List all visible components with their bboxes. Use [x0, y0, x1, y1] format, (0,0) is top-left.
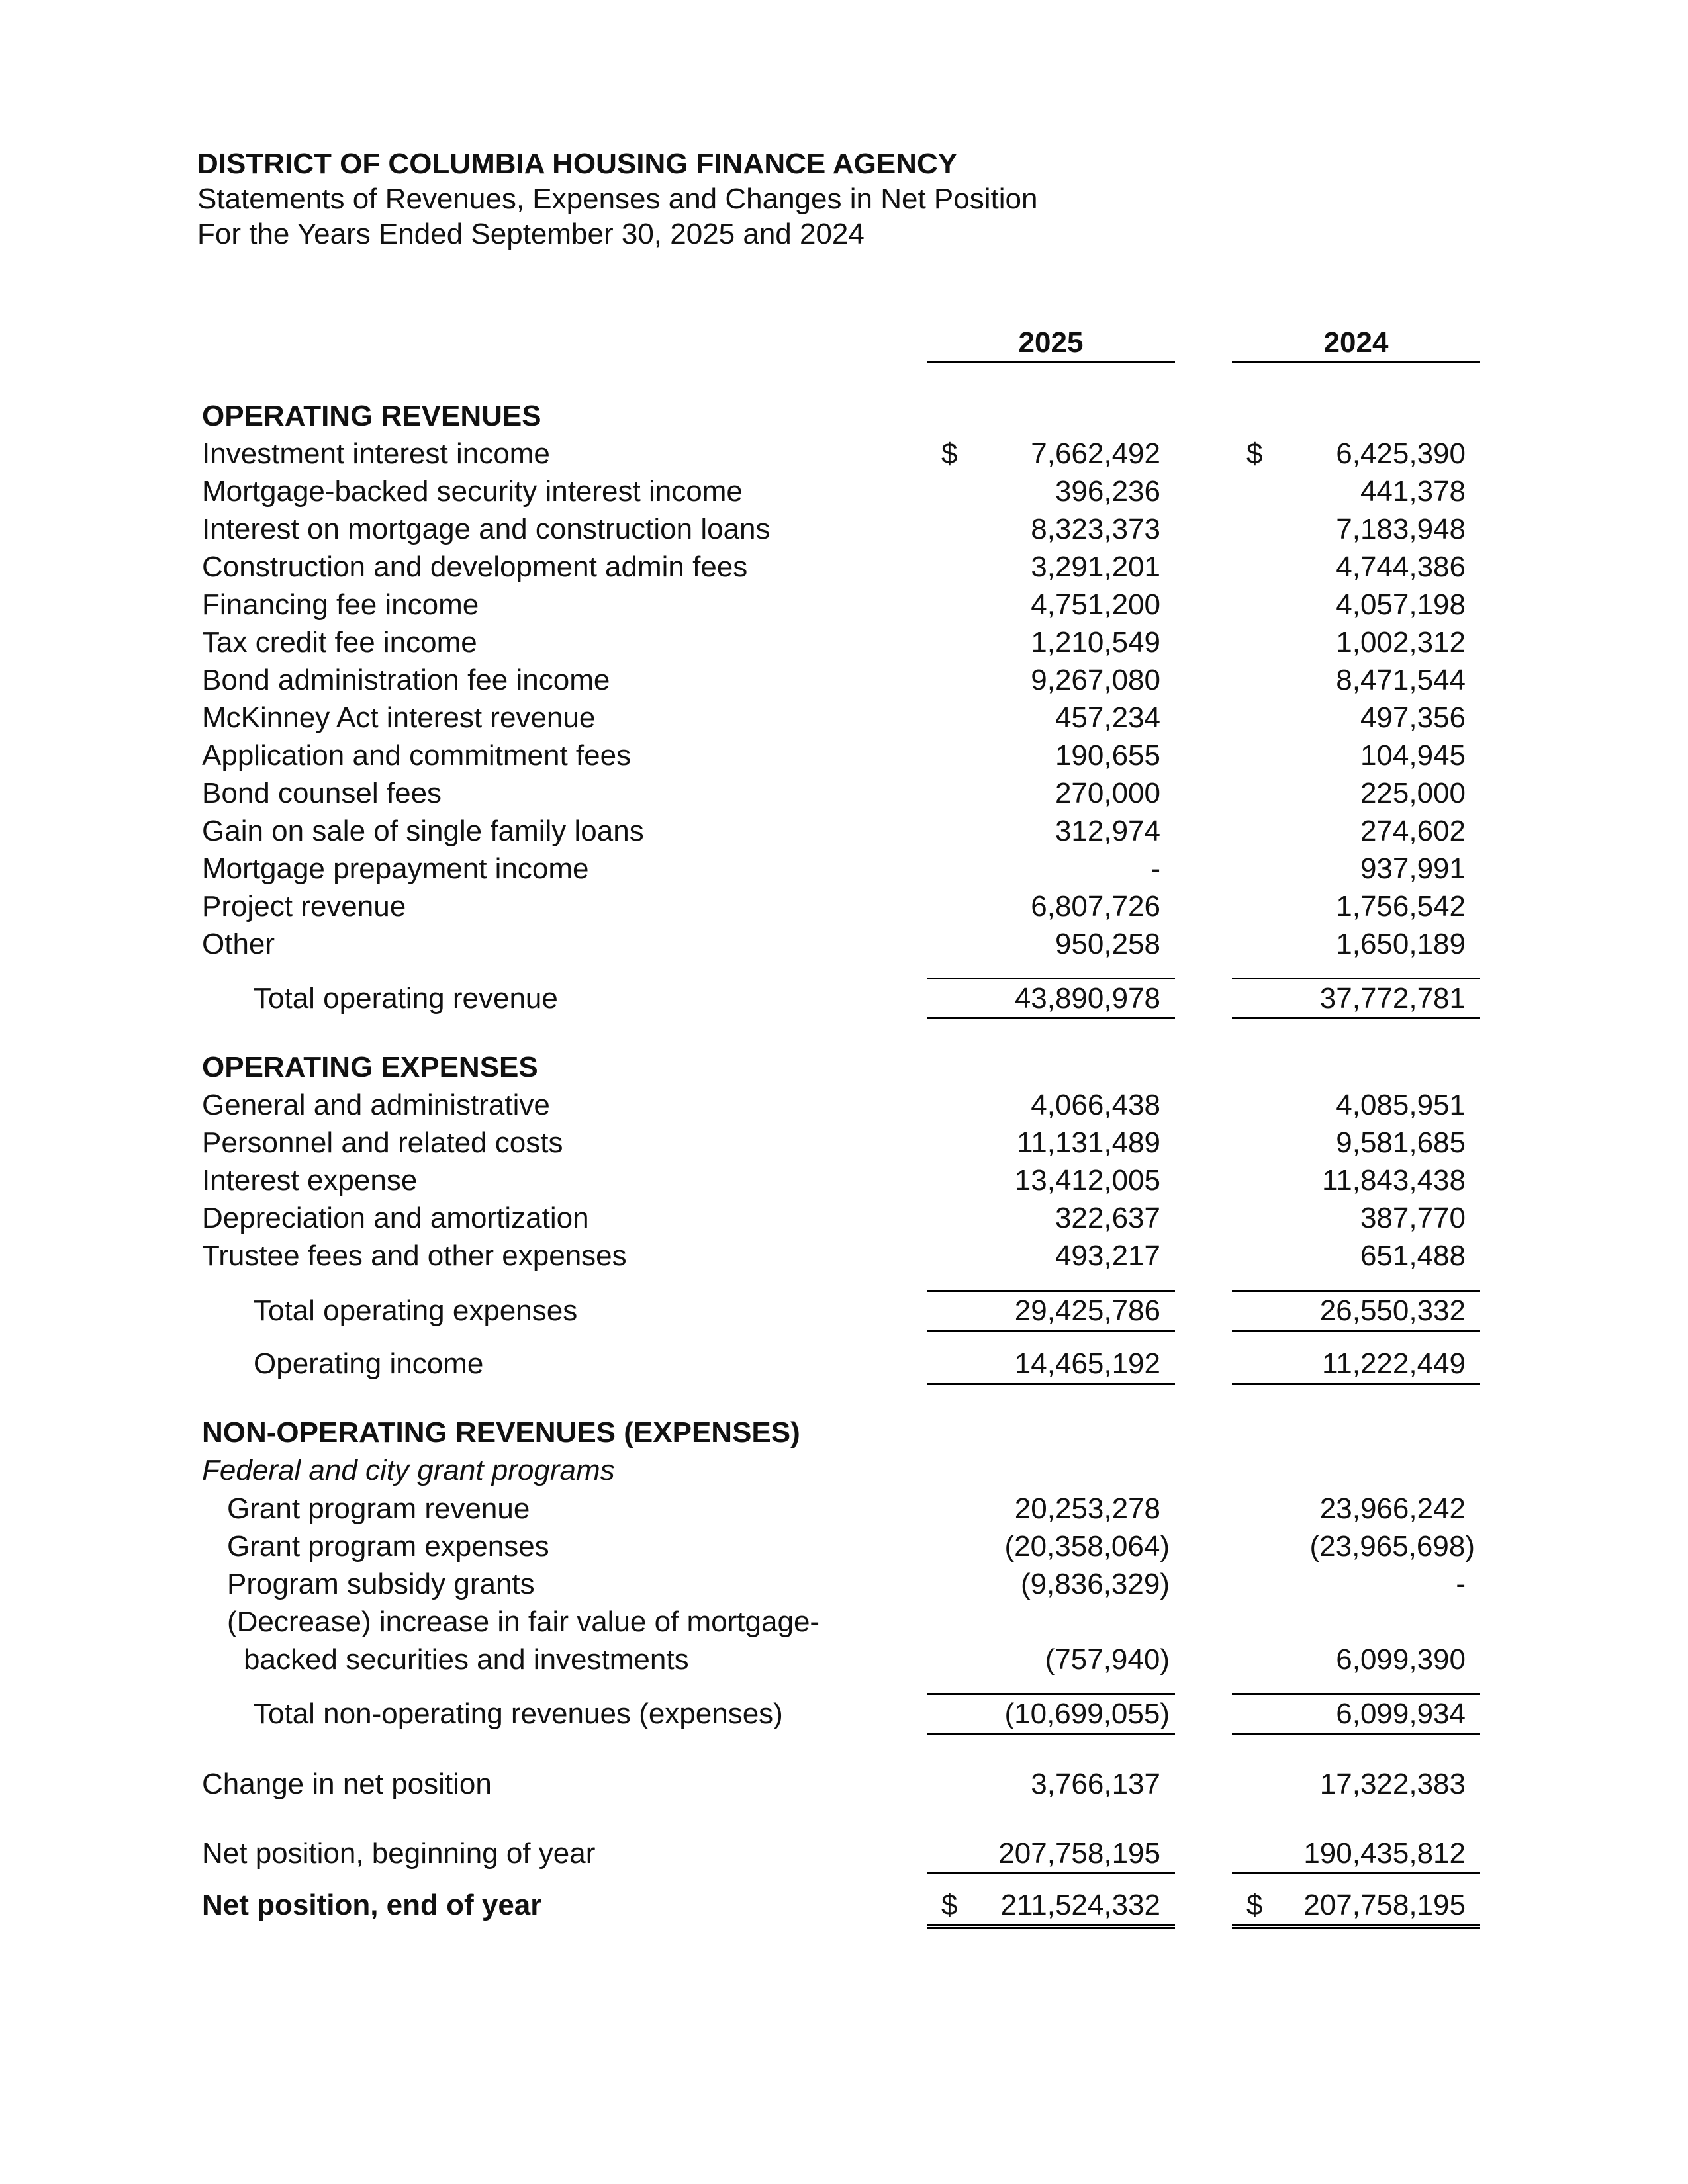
table-row [0, 548, 1688, 586]
value-2024: 11,843,438 [1322, 1164, 1466, 1197]
operating-income-row [0, 1345, 1688, 1383]
table-row [0, 661, 1688, 699]
value-2024: $ 207,758,195 [1232, 1886, 1480, 1929]
value-2025: (9,836,329) [1020, 1568, 1170, 1600]
row-label: Grant program expenses [227, 1530, 549, 1563]
row-label: Bond administration fee income [202, 664, 610, 696]
table-row [0, 1124, 1688, 1161]
value-2025: (20,358,064) [1004, 1530, 1170, 1563]
value-2024: 104,945 [1360, 739, 1466, 772]
total-2024: 26,550,332 [1232, 1290, 1480, 1332]
value-2024: 937,991 [1360, 852, 1466, 885]
value-2025: $ 7,662,492 [927, 435, 1175, 473]
value-2025: 9,267,080 [1031, 664, 1160, 696]
total-row [0, 979, 1688, 1017]
value-2024: 651,488 [1360, 1240, 1466, 1272]
value-2024: 23,966,242 [1319, 1492, 1466, 1525]
column-header-2025: 2025 [927, 324, 1175, 363]
row-label: General and administrative [202, 1089, 550, 1121]
value-2025: 1,210,549 [1031, 626, 1160, 659]
value-2024: 1,650,189 [1336, 928, 1466, 960]
value-2024: 497,356 [1360, 702, 1466, 734]
value-2024: 190,435,812 [1232, 1835, 1480, 1874]
row-label: backed securities and investments [244, 1643, 689, 1676]
row-label: Trustee fees and other expenses [202, 1240, 627, 1272]
row-label: Program subsidy grants [227, 1568, 535, 1600]
value-2025: 207,758,195 [927, 1835, 1175, 1874]
row-label: Change in net position [202, 1768, 492, 1800]
statement-title: Statements of Revenues, Expenses and Changes in Net Position [197, 183, 1038, 215]
table-row [0, 435, 1688, 473]
value-2024: 9,581,685 [1336, 1126, 1466, 1159]
table-row [0, 510, 1688, 548]
total-2024: 37,772,781 [1232, 978, 1480, 1019]
non-operating-heading-row [0, 1414, 1688, 1451]
total-2025: 29,425,786 [927, 1290, 1175, 1332]
total-2025: 43,890,978 [927, 978, 1175, 1019]
row-label: Mortgage-backed security interest income [202, 475, 743, 508]
operating-expenses-heading-row [0, 1048, 1688, 1086]
table-row [0, 925, 1688, 963]
table-row [0, 1527, 1688, 1565]
row-label: Interest on mortgage and construction loans [202, 513, 771, 545]
table-row [0, 473, 1688, 510]
value-2024: 1,002,312 [1336, 626, 1466, 659]
section-heading: OPERATING EXPENSES [202, 1051, 538, 1083]
section-heading: NON-OPERATING REVENUES (EXPENSES) [202, 1416, 800, 1449]
agency-title: DISTRICT OF COLUMBIA HOUSING FINANCE AGENCY [197, 148, 958, 180]
operating-income-label: Operating income [254, 1347, 484, 1380]
table-row [0, 623, 1688, 661]
total-label: Total operating expenses [254, 1295, 578, 1327]
value-2024: $ 6,425,390 [1232, 435, 1480, 473]
row-label: McKinney Act interest revenue [202, 702, 596, 734]
column-header-2024: 2024 [1232, 324, 1480, 363]
value-2025: 396,236 [1055, 475, 1160, 508]
row-label: Gain on sale of single family loans [202, 815, 644, 847]
table-row [0, 887, 1688, 925]
net-position-end-row [0, 1886, 1688, 1924]
value-2024: - [1456, 1568, 1466, 1600]
value-2024: 8,471,544 [1336, 664, 1466, 696]
value-2025: 3,766,137 [1031, 1768, 1160, 1800]
row-label: Grant program revenue [227, 1492, 530, 1525]
table-row [0, 1565, 1688, 1603]
value-2025: 457,234 [1055, 702, 1160, 734]
dollar-sign: $ [941, 437, 958, 470]
non-operating-subheading-row [0, 1451, 1688, 1489]
table-row [0, 699, 1688, 737]
value-2024: 4,085,951 [1336, 1089, 1466, 1121]
table-row [0, 1490, 1688, 1527]
net-position-beginning-row [0, 1835, 1688, 1872]
row-label: Personnel and related costs [202, 1126, 563, 1159]
row-label: Net position, beginning of year [202, 1837, 596, 1870]
dollar-sign: $ [1246, 1889, 1263, 1921]
dollar-sign: $ [941, 1889, 958, 1921]
value-2025: 4,751,200 [1031, 588, 1160, 621]
operating-revenues-heading-row [0, 397, 1688, 435]
row-label: Depreciation and amortization [202, 1202, 589, 1234]
row-label: Interest expense [202, 1164, 418, 1197]
value-2025: (757,940) [1045, 1643, 1170, 1676]
value-2025: 20,253,278 [1014, 1492, 1160, 1525]
value-2024: 4,057,198 [1336, 588, 1466, 621]
table-row [0, 1199, 1688, 1237]
table-row [0, 1641, 1688, 1678]
row-label: Project revenue [202, 890, 406, 923]
value-2024: 6,099,390 [1336, 1643, 1466, 1676]
value-2025: 8,323,373 [1031, 513, 1160, 545]
row-label: Bond counsel fees [202, 777, 442, 809]
subsection-heading: Federal and city grant programs [202, 1454, 615, 1486]
row-label: Application and commitment fees [202, 739, 632, 772]
value-2025: 322,637 [1055, 1202, 1160, 1234]
value-2025: 190,655 [1055, 739, 1160, 772]
row-label: Financing fee income [202, 588, 479, 621]
table-row [0, 1086, 1688, 1124]
value-2024: 441,378 [1360, 475, 1466, 508]
fair-value-label-row [0, 1603, 1688, 1641]
dollar-sign: $ [1246, 437, 1263, 470]
statement-period: For the Years Ended September 30, 2025 and 2024 [197, 218, 865, 250]
value-2025: 13,412,005 [1014, 1164, 1160, 1197]
table-row [0, 1237, 1688, 1275]
table-row [0, 774, 1688, 812]
value-2024: (23,965,698) [1309, 1530, 1475, 1563]
value-2024: 7,183,948 [1336, 513, 1466, 545]
value-2025: 4,066,438 [1031, 1089, 1160, 1121]
total-2024: 6,099,934 [1232, 1693, 1480, 1735]
row-label: Net position, end of year [202, 1889, 542, 1921]
value-2025: 950,258 [1055, 928, 1160, 960]
total-2025: (10,699,055) [927, 1693, 1175, 1735]
value-2024: 387,770 [1360, 1202, 1466, 1234]
value-2024: 1,756,542 [1336, 890, 1466, 923]
operating-income-2024: 11,222,449 [1232, 1345, 1480, 1385]
table-row [0, 812, 1688, 850]
row-label: Investment interest income [202, 437, 550, 470]
value-2025: - [1150, 852, 1160, 885]
value-2025: 493,217 [1055, 1240, 1160, 1272]
total-row [0, 1292, 1688, 1330]
total-label: Total operating revenue [254, 982, 558, 1015]
value-2025: 270,000 [1055, 777, 1160, 809]
value-2025: $ 211,524,332 [927, 1886, 1175, 1929]
value-2024: 274,602 [1360, 815, 1466, 847]
change-in-net-position-row [0, 1765, 1688, 1803]
value-2025: 3,291,201 [1031, 551, 1160, 583]
row-label: Tax credit fee income [202, 626, 477, 659]
value-2025: 312,974 [1055, 815, 1160, 847]
row-label: Other [202, 928, 275, 960]
value-2025: 11,131,489 [1017, 1126, 1160, 1159]
value-2025: 6,807,726 [1031, 890, 1160, 923]
value-2024: 17,322,383 [1319, 1768, 1466, 1800]
table-row [0, 850, 1688, 887]
operating-income-2025: 14,465,192 [927, 1345, 1175, 1385]
table-row [0, 1161, 1688, 1199]
table-row [0, 586, 1688, 623]
row-label: Construction and development admin fees [202, 551, 748, 583]
row-label: Mortgage prepayment income [202, 852, 589, 885]
value-2024: 225,000 [1360, 777, 1466, 809]
table-row [0, 737, 1688, 774]
section-heading: OPERATING REVENUES [202, 400, 541, 432]
total-row [0, 1695, 1688, 1733]
row-label: (Decrease) increase in fair value of mortgage- [227, 1606, 820, 1638]
total-label: Total non-operating revenues (expenses) [254, 1698, 783, 1730]
value-2024: 4,744,386 [1336, 551, 1466, 583]
